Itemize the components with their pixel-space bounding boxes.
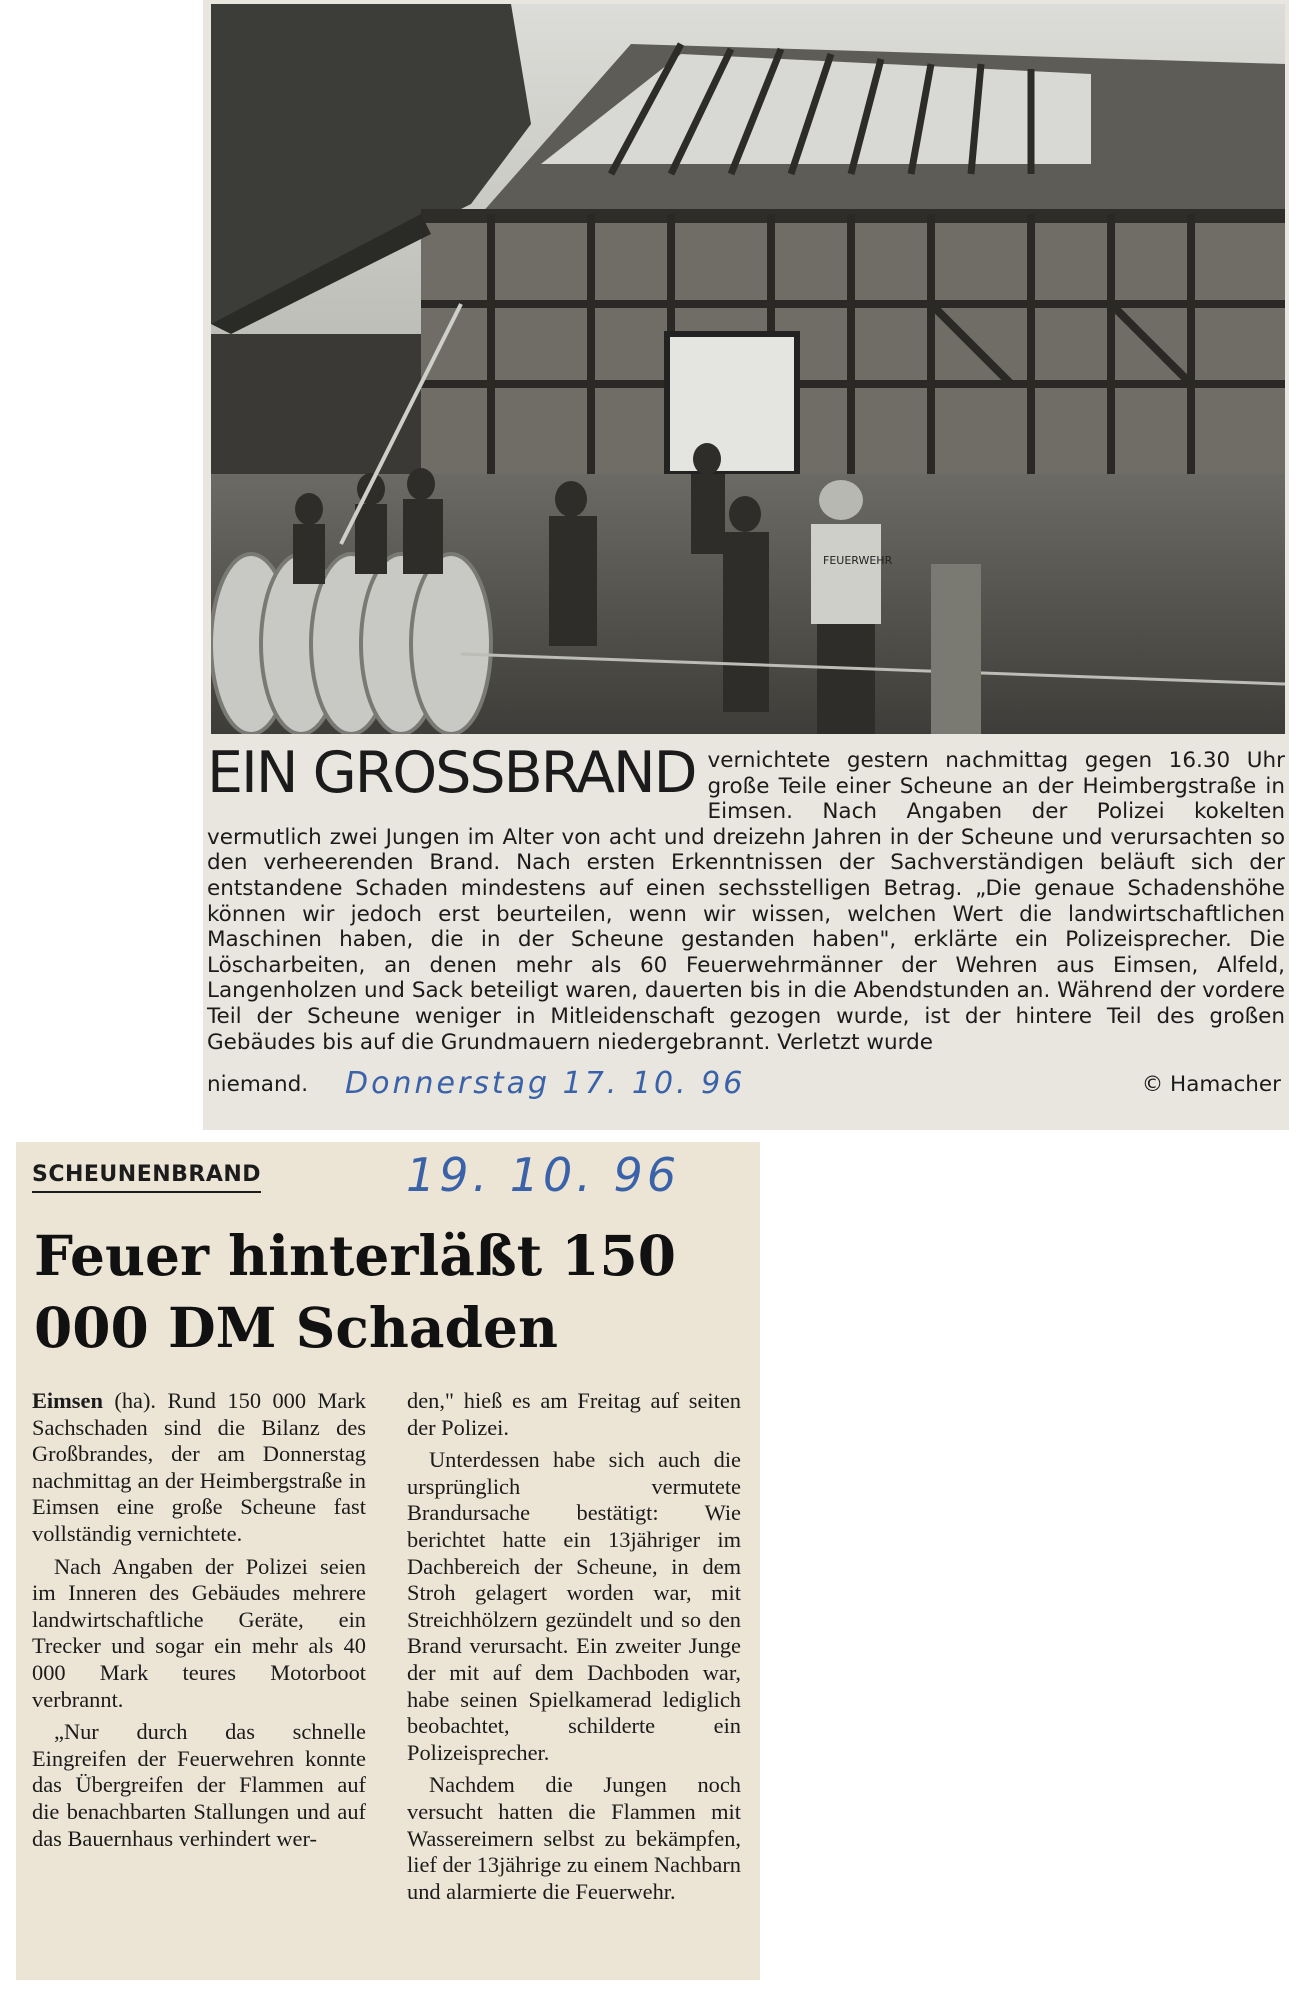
barn-fire-photo bbox=[211, 4, 1285, 734]
handwritten-date: Donnerstag 17. 10. 96 bbox=[345, 1066, 746, 1101]
caption-body: vernichtete gestern nachmittag gegen 16.30 Uhr große Teile einer Scheune an der Heimbergstraße in Eimsen. Nach Angaben der Polizei kokelten vermutlich zwei Jungen im Alter von acht und dreizehn Jahren in der Scheune und verursachten so den verheerenden Brand. Nach ersten Erkenntnissen der Sachverständigen beläuft sich der entstandene Schaden mindestens auf einen sechsstelligen Betrag. „Die genaue Schadenshöhe können wir jedoch erst beurteilen, wenn wir wissen, welchen Wert die landwirtschaftlichen Maschinen haben, die in der Scheune gestanden haben", erklärte ein Polizeisprecher. Die Löscharbeiten, an denen mehr als 60 Feuerwehrmänner der Wehren aus Eimsen, Alfeld, Langenholzen und Sack beteiligt waren, dauerten bis in die Abendstunden an. Während der vordere Teil der Scheune weniger in Mitleidenschaft gezogen wurde, ist der hintere Teil des großen Gebäudes bis auf die Grundmauern niedergebrannt. Verletzt wurde bbox=[207, 748, 1285, 1055]
paragraph: Nach Angaben der Polizei seien im Inneren des Gebäudes mehrere landwirtschaftliche Geräte, ein Trecker und sogar ein mehr als 40 000 Mark teures Motorboot verbrannt. bbox=[32, 1553, 366, 1712]
top-clipping bbox=[203, 0, 1289, 1130]
paragraph: den," hieß es am Freitag auf seiten der Polizei. bbox=[407, 1388, 741, 1440]
bottom-clipping bbox=[16, 1142, 760, 1980]
paragraph: „Nur durch das schnelle Eingreifen der Feuerwehren konnte das Übergreifen der Flammen auf die benachbarten Stallungen und auf das Bauernhaus verhindert wer- bbox=[32, 1719, 366, 1851]
article-column-1 bbox=[32, 1388, 366, 1852]
feuerwehr-label: FEUERWEHR bbox=[823, 554, 893, 567]
paragraph: Nachdem die Jungen noch versucht hatten die Flammen mit Wassereimern selbst zu bekämpfen, lief der 13jährige zu einem Nachbarn und alarmierte die Feuerwehr. bbox=[407, 1772, 741, 1904]
paragraph: Unterdessen habe sich auch die ursprünglich vermutete Brandursache bestätigt: Wie berichtet hatte ein 13jähriger im Dachbereich der Scheune, in dem Stroh gelagert worden war, mit Streichhölzern gezündelt und so den Brand verursacht. Ein zweiter Junge der mit auf dem Dachboden war, habe seinen Spielkamerad lediglich beobachtet, schilderte ein Polizeisprecher. bbox=[407, 1447, 741, 1765]
kicker: SCHEUNENBRAND bbox=[32, 1162, 261, 1193]
photo-caption bbox=[207, 740, 1285, 1055]
caption-lead: EIN GROSSBRAND bbox=[207, 740, 696, 806]
caption-last-word: niemand. bbox=[207, 1072, 309, 1097]
paragraph: (ha). Rund 150 000 Mark Sachschaden sind die Bilanz des Großbrandes, der am Donnerstag nachmittag an der Heimbergstraße in Eimsen eine große Scheune fast vollständig vernichtete. bbox=[32, 1388, 366, 1546]
barn-fire-illustration bbox=[211, 4, 1285, 734]
caption-end-line bbox=[207, 1066, 1285, 1102]
article-headline: Feuer hinterläßt 150 000 DM Schaden bbox=[34, 1223, 677, 1360]
photo-credit: © Hamacher bbox=[1141, 1072, 1281, 1097]
handwritten-date: 19. 10. 96 bbox=[406, 1148, 681, 1202]
article-column-2 bbox=[407, 1388, 741, 1905]
dateline: Eimsen bbox=[32, 1388, 103, 1413]
